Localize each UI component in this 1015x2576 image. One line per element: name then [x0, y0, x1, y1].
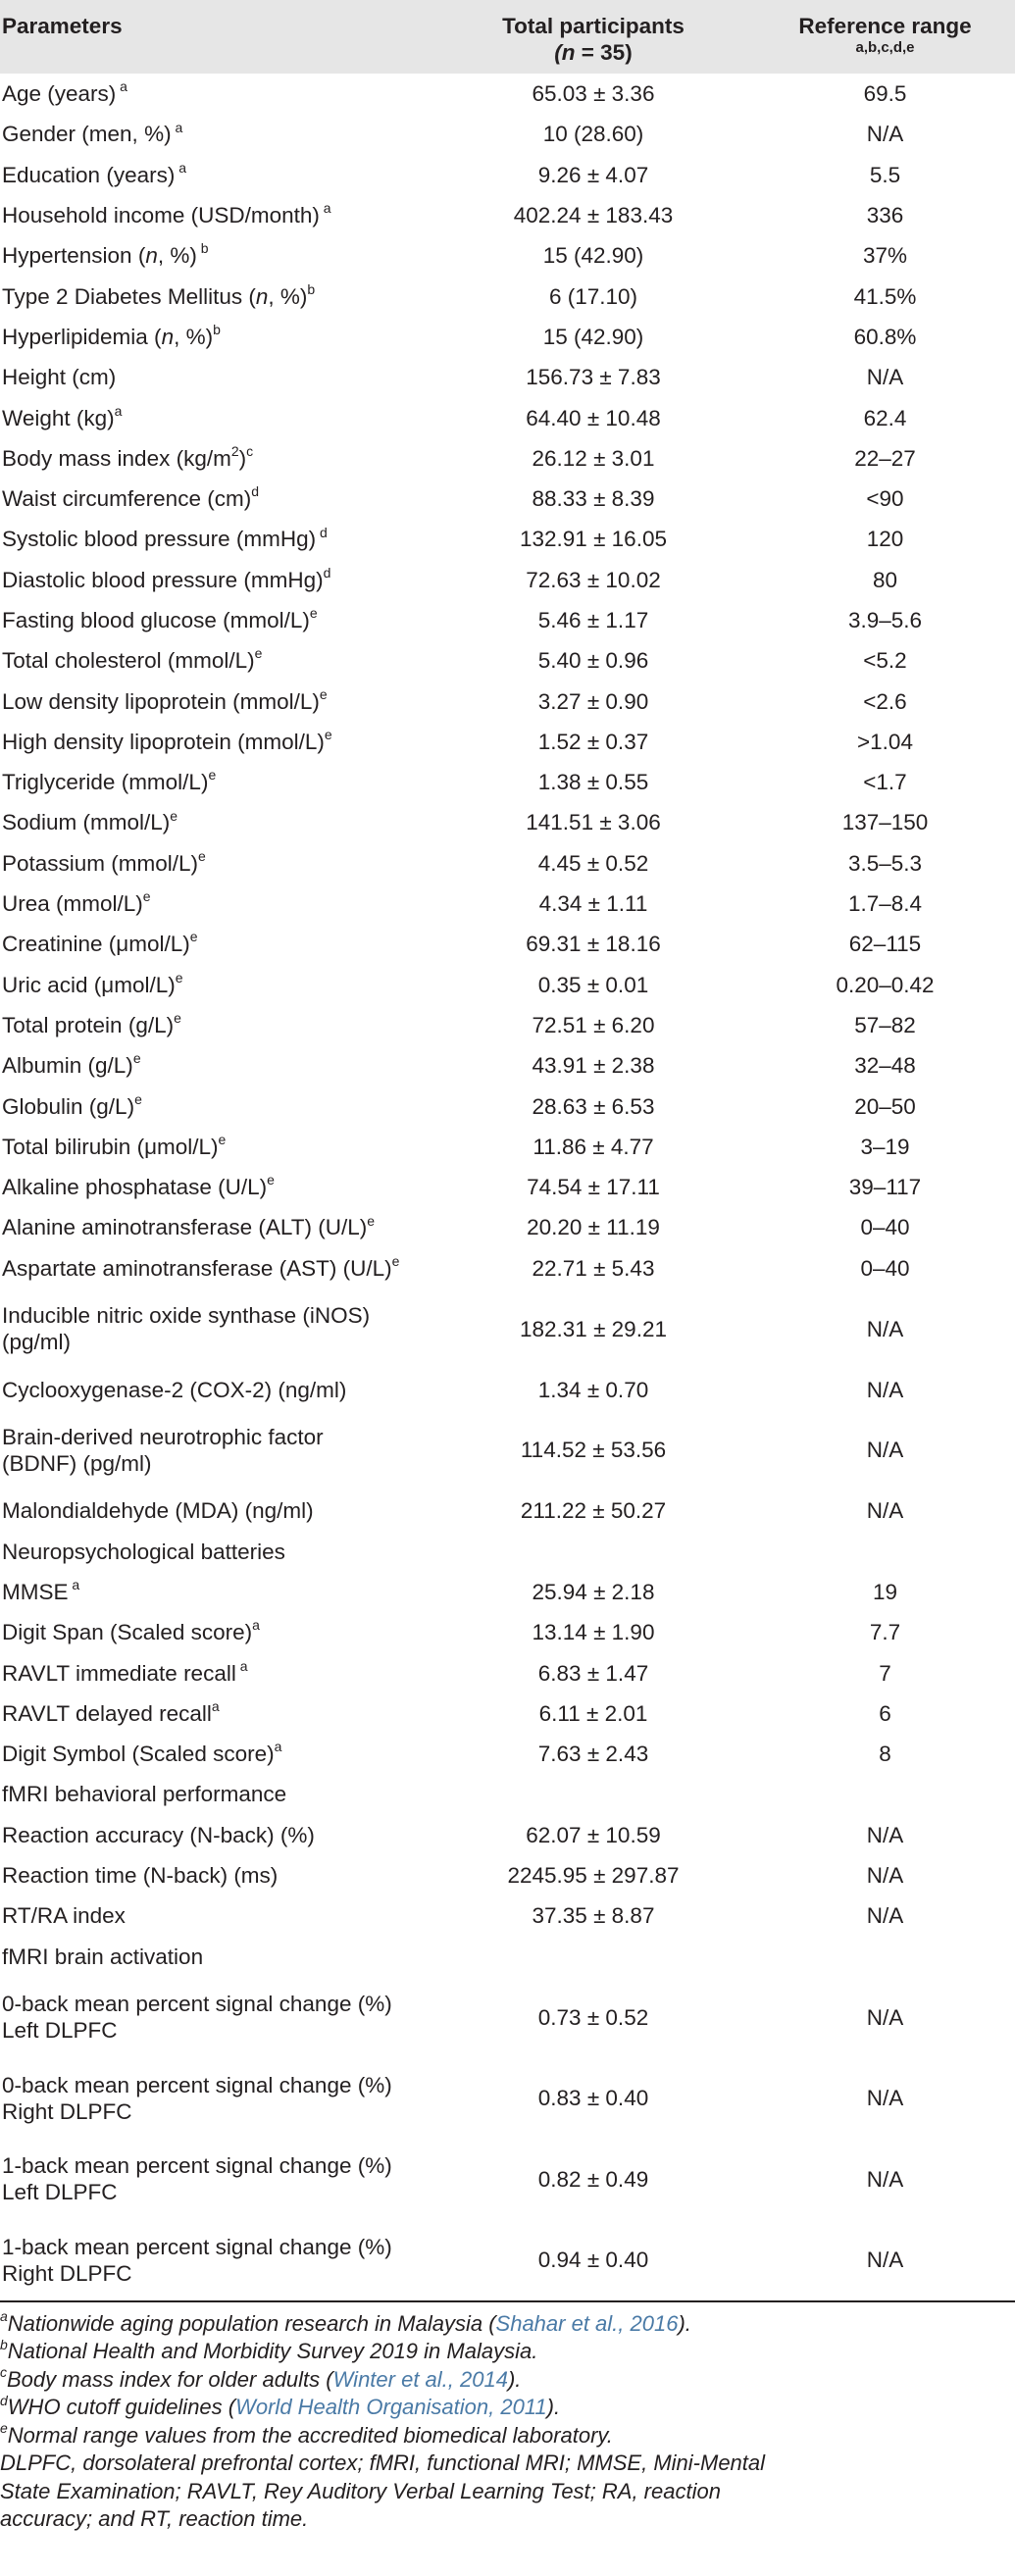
table-row	[0, 155, 1015, 195]
table-row	[0, 1490, 1015, 1531]
table-row	[0, 1288, 1015, 1370]
row-parameter: Gender (men, %) $^a$	[2, 119, 183, 147]
header-reference-range: Reference range a,b,c,d,e	[755, 0, 1015, 74]
table-body	[0, 74, 1015, 2300]
row-reference-range: 60.8%	[853, 324, 917, 349]
row-total-participants: 182.31 ± 29.21	[520, 1316, 667, 1341]
table-row	[0, 965, 1015, 1005]
table-row	[0, 1207, 1015, 1247]
row-total-participants: 0.35 ± 0.01	[537, 972, 649, 997]
row-total-participants: 20.20 ± 11.19	[527, 1215, 660, 1240]
row-total-participants: 9.26 ± 4.07	[537, 162, 649, 187]
table-row	[0, 519, 1015, 559]
row-total-participants: 11.86 ± 4.77	[533, 1134, 654, 1159]
header-total-participants: Total participants (n = 35)	[431, 0, 755, 74]
table-row	[0, 722, 1015, 762]
row-parameter: Low density lipoprotein (mmol/L)$^e$	[2, 685, 328, 714]
table-row	[0, 843, 1015, 884]
row-reference-range: 80	[872, 567, 898, 592]
row-parameter: Brain-derived neurotrophic factor (BDNF) (pg/ml)	[2, 1424, 324, 1476]
footnote-c: $^c$Body mass index for older adults (Winter et al., 2014).	[0, 2364, 522, 2392]
row-parameter: Waist circumference (cm)$^d$	[2, 483, 259, 512]
table-row	[0, 1369, 1015, 1409]
footnote-a: $^a$Nationwide aging population research in Malaysia (Shahar et al., 2016).	[0, 2308, 691, 2336]
table-row	[0, 357, 1015, 397]
abbreviations-line-3: accuracy; and RT, reaction time.	[0, 2506, 309, 2532]
table-row	[0, 924, 1015, 964]
table-row	[0, 74, 1015, 114]
row-parameter: Fasting blood glucose (mmol/L)$^e$	[2, 605, 318, 632]
table-row	[0, 195, 1015, 235]
row-total-participants: 2245.95 ± 297.87	[507, 1863, 680, 1889]
table-row	[0, 1612, 1015, 1652]
row-total-participants: 1.52 ± 0.37	[537, 729, 649, 754]
row-reference-range: 336	[866, 203, 904, 228]
row-total-participants: 3.27 ± 0.90	[537, 688, 649, 714]
row-total-participants: 0.83 ± 0.40	[537, 2086, 649, 2111]
row-total-participants: 26.12 ± 3.01	[532, 445, 655, 471]
row-parameter: Sodium (mmol/L)$^e$	[2, 807, 178, 835]
row-total-participants: 72.63 ± 10.02	[526, 567, 661, 592]
row-reference-range: 62–115	[848, 932, 922, 957]
abbreviations-line-2: State Examination; RAVLT, Rey Auditory Verbal Learning Test; RA, reaction	[0, 2478, 721, 2503]
row-reference-range: 19	[872, 1579, 898, 1604]
row-reference-range: 22–27	[854, 445, 916, 471]
header-reference-superscripts: a,b,c,d,e	[855, 39, 915, 56]
row-parameter: Total cholesterol (mmol/L)$^e$	[2, 645, 263, 674]
row-reference-range: 57–82	[854, 1012, 916, 1037]
table-row	[0, 1005, 1015, 1045]
row-total-participants: 1.38 ± 0.55	[537, 770, 649, 795]
row-parameter: MMSE $^a$	[2, 1577, 80, 1604]
table-row	[0, 2219, 1015, 2300]
row-total-participants: 0.73 ± 0.52	[537, 2004, 649, 2030]
table-header	[0, 0, 1015, 74]
row-reference-range: 39–117	[848, 1175, 922, 1200]
row-total-participants	[431, 1936, 755, 1976]
row-total-participants: 1.34 ± 0.70	[537, 1377, 649, 1402]
table-footnotes	[0, 2302, 1015, 2534]
footnote-b: $^b$National Health and Morbidity Survey 2019 in Malaysia.	[0, 2336, 538, 2364]
row-parameter: Digit Symbol (Scaled score)$^a$	[2, 1739, 282, 1767]
table-row	[0, 1734, 1015, 1774]
table-row	[0, 2057, 1015, 2139]
row-reference-range: 0.20–0.42	[836, 972, 935, 997]
row-parameter: Triglyceride (mmol/L)$^e$	[2, 767, 217, 795]
table-row	[0, 1248, 1015, 1288]
row-parameter: 1-back mean percent signal change (%) Right DLPFC	[2, 2234, 392, 2286]
table-row	[0, 560, 1015, 600]
row-reference-range: 0–40	[860, 1215, 910, 1240]
row-parameter: Total protein $(g/L)^e$	[2, 1010, 181, 1037]
table-row	[0, 1086, 1015, 1126]
row-reference-range: 7.7	[869, 1620, 901, 1645]
row-reference-range: 32–48	[854, 1053, 916, 1079]
row-parameter: Digit Span (Scaled score)$^a$	[2, 1617, 260, 1645]
table-row	[0, 681, 1015, 721]
row-reference-range: 137–150	[841, 810, 929, 835]
row-parameter: Alanine aminotransferase (ALT) $(U/L)^e$	[2, 1212, 376, 1240]
row-reference-range	[755, 1936, 1015, 1976]
row-parameter: Weight (kg)$^a$	[2, 402, 123, 430]
row-parameter: Hypertension (n, %) $^b$	[2, 240, 209, 269]
table-row	[0, 1652, 1015, 1692]
abbreviations-line-1: DLPFC, dorsolateral prefrontal cortex; fMRI, functional MRI; MMSE, Mini-Mental	[0, 2450, 766, 2476]
row-parameter: 1-back mean percent signal change (%) Left DLPFC	[2, 2153, 392, 2205]
row-reference-range: >1.04	[857, 729, 913, 754]
table-row	[0, 438, 1015, 479]
row-parameter: Age (years) $^a$	[2, 78, 127, 107]
table-row	[0, 1693, 1015, 1734]
row-reference-range: N/A	[866, 1377, 904, 1402]
row-parameter: RAVLT delayed recall$^a$	[2, 1697, 220, 1726]
table-row	[0, 640, 1015, 681]
row-reference-range: 41.5%	[853, 283, 917, 309]
row-parameter: Cyclooxygenase-2 (COX-2) (ng/ml)	[2, 1377, 347, 1402]
row-parameter: Hyperlipidemia (n, %)$^b$	[2, 322, 221, 349]
row-total-participants: 15 (42.90)	[542, 243, 644, 269]
table-row	[0, 600, 1015, 640]
row-total-participants: 7.63 ± 2.43	[537, 1742, 649, 1767]
table-row	[0, 1895, 1015, 1936]
row-parameter: fMRI brain activation	[2, 1944, 204, 1969]
row-total-participants: 15 (42.90)	[542, 324, 644, 349]
row-total-participants: 69.31 ± 18.16	[526, 932, 661, 957]
table-row	[0, 276, 1015, 316]
row-reference-range: N/A	[866, 2086, 904, 2111]
row-reference-range: 120	[866, 527, 904, 552]
row-parameter: Albumin $(g/L)^e$	[2, 1050, 141, 1079]
row-reference-range: <5.2	[863, 648, 907, 674]
row-parameter: Urea (mmol/L)$^e$	[2, 888, 151, 917]
footnote-d: $^d$WHO cutoff guidelines (World Health Organisation, 2011).	[0, 2392, 561, 2420]
table-row	[0, 114, 1015, 154]
row-total-participants: 132.91 ± 16.05	[520, 527, 667, 552]
header-parameters: Parameters	[2, 14, 123, 38]
row-reference-range: N/A	[866, 1822, 904, 1847]
footnote-c-citation-link[interactable]: Winter et al., 2014	[332, 2366, 508, 2392]
row-parameter: 0-back mean percent signal change (%) Right DLPFC	[2, 2072, 392, 2124]
row-parameter: Inducible nitric oxide synthase (iNOS) (pg/ml)	[2, 1303, 371, 1355]
row-reference-range: N/A	[866, 122, 904, 147]
footnote-d-citation-link[interactable]: World Health Organisation, 2011	[235, 2395, 547, 2420]
row-total-participants: 64.40 ± 10.48	[526, 405, 661, 430]
row-reference-range: N/A	[866, 2166, 904, 2192]
row-parameter: Diastolic blood pressure (mmHg)$^d$	[2, 564, 331, 592]
row-total-participants	[431, 1532, 755, 1572]
row-reference-range: N/A	[866, 1316, 904, 1341]
row-total-participants: 211.22 ± 50.27	[520, 1498, 667, 1524]
row-total-participants	[431, 1774, 755, 1814]
footnote-a-citation-link[interactable]: Shahar et al., 2016	[495, 2310, 679, 2336]
row-parameter: Systolic blood pressure (mmHg) $^d$	[2, 524, 328, 552]
row-reference-range: N/A	[866, 365, 904, 390]
row-reference-range: N/A	[866, 2248, 904, 2273]
row-parameter: Aspartate aminotransferase (AST) $(U/L)^e$	[2, 1252, 400, 1281]
row-total-participants: 141.51 ± 3.06	[526, 810, 661, 835]
row-total-participants: 4.34 ± 1.11	[538, 891, 648, 917]
row-parameter: fMRI behavioral performance	[2, 1782, 287, 1807]
row-reference-range: 5.5	[869, 162, 901, 187]
row-total-participants: 22.71 ± 5.43	[532, 1255, 655, 1281]
row-reference-range: <90	[866, 486, 904, 512]
row-total-participants: 156.73 ± 7.83	[526, 365, 661, 390]
table-row	[0, 1127, 1015, 1167]
row-parameter: Body mass index $(kg/m^2)^c$	[2, 442, 254, 471]
row-parameter: Neuropsychological batteries	[2, 1539, 285, 1564]
row-total-participants: 0.82 ± 0.49	[537, 2166, 649, 2192]
row-parameter: RAVLT immediate recall $^a$	[2, 1657, 248, 1686]
table-row	[0, 397, 1015, 437]
table-row	[0, 1532, 1015, 1572]
row-parameter: 0-back mean percent signal change (%) Left DLPFC	[2, 1992, 392, 2044]
row-reference-range: 7	[879, 1660, 891, 1686]
row-total-participants: 402.24 ± 183.43	[513, 203, 674, 228]
row-parameter: Education (years) $^a$	[2, 159, 187, 187]
table-row	[0, 1045, 1015, 1086]
table-row	[0, 1572, 1015, 1612]
row-reference-range: <1.7	[863, 770, 907, 795]
row-reference-range: N/A	[866, 2004, 904, 2030]
table-row	[0, 317, 1015, 357]
table-row	[0, 1774, 1015, 1814]
row-reference-range: 1.7–8.4	[847, 891, 923, 917]
table-row	[0, 1855, 1015, 1895]
row-reference-range: 3.9–5.6	[847, 608, 923, 632]
row-parameter: Globulin $(g/L)^e$	[2, 1090, 142, 1119]
table-row	[0, 884, 1015, 924]
row-total-participants: 72.51 ± 6.20	[532, 1012, 655, 1037]
row-parameter: Type 2 Diabetes Mellitus (n, %)$^b$	[2, 280, 316, 309]
row-parameter: RT/RA index	[2, 1903, 126, 1929]
row-total-participants: 74.54 ± 17.11	[527, 1175, 660, 1200]
table-row	[0, 1410, 1015, 1491]
row-reference-range	[755, 1532, 1015, 1572]
row-reference-range: 69.5	[863, 81, 907, 107]
row-reference-range: N/A	[866, 1903, 904, 1929]
row-total-participants: 43.91 ± 2.38	[532, 1053, 655, 1079]
row-total-participants: 114.52 ± 53.56	[520, 1438, 667, 1463]
row-parameter: Malondialdehyde (MDA) (ng/ml)	[2, 1498, 314, 1524]
table-row	[0, 1936, 1015, 1976]
header-n-count: (n = 35)	[554, 40, 633, 65]
table-row	[0, 1815, 1015, 1855]
row-reference-range: 8	[879, 1742, 891, 1767]
row-reference-range: 0–40	[860, 1255, 910, 1281]
row-parameter: High density lipoprotein (mmol/L)$^e$	[2, 727, 332, 754]
row-reference-range: 6	[879, 1700, 891, 1726]
table-row	[0, 762, 1015, 802]
table-row	[0, 2139, 1015, 2220]
row-total-participants: 65.03 ± 3.36	[532, 81, 655, 107]
row-total-participants: 62.07 ± 10.59	[526, 1822, 661, 1847]
table-row	[0, 235, 1015, 276]
row-parameter: Total bilirubin $(\mu mol/L)^e$	[2, 1131, 227, 1159]
row-reference-range: N/A	[866, 1438, 904, 1463]
table-row	[0, 1167, 1015, 1207]
row-reference-range: <2.6	[863, 688, 907, 714]
row-parameter: Household income (USD/month) $^a$	[2, 200, 331, 228]
row-reference-range: 3–19	[860, 1134, 910, 1159]
row-parameter: Creatinine $(\mu mol/L)^e$	[2, 929, 198, 957]
row-total-participants: 5.40 ± 0.96	[537, 648, 649, 674]
row-reference-range: 37%	[862, 243, 908, 269]
row-reference-range: 3.5–5.3	[847, 850, 923, 876]
table-row	[0, 479, 1015, 519]
row-parameter: Uric acid $(\mu mol/L)^e$	[2, 969, 183, 997]
row-total-participants: 6.11 ± 2.01	[538, 1700, 648, 1726]
table-row	[0, 1977, 1015, 2058]
row-total-participants: 5.46 ± 1.17	[537, 608, 649, 632]
row-reference-range: N/A	[866, 1863, 904, 1889]
table-row	[0, 802, 1015, 842]
row-total-participants: 6 (17.10)	[548, 283, 638, 309]
row-total-participants: 88.33 ± 8.39	[532, 486, 655, 512]
row-reference-range: 20–50	[854, 1093, 916, 1119]
row-reference-range: N/A	[866, 1498, 904, 1524]
row-total-participants: 25.94 ± 2.18	[532, 1579, 655, 1604]
row-total-participants: 37.35 ± 8.87	[532, 1903, 655, 1929]
row-parameter: Reaction time (N-back) (ms)	[2, 1863, 279, 1889]
row-total-participants: 13.14 ± 1.90	[532, 1620, 655, 1645]
row-parameter: Potassium (mmol/L)$^e$	[2, 847, 206, 876]
row-parameter: Height (cm)	[2, 365, 117, 390]
row-parameter: Alkaline phosphatase $(U/L)^e$	[2, 1172, 275, 1200]
row-parameter: Reaction accuracy (N-back) (%)	[2, 1822, 315, 1847]
row-total-participants: 0.94 ± 0.40	[537, 2248, 649, 2273]
footnote-e: $^e$Normal range values from the accredited biomedical laboratory.	[0, 2420, 613, 2448]
row-total-participants: 10 (28.60)	[542, 122, 644, 147]
row-reference-range	[755, 1774, 1015, 1814]
row-total-participants: 4.45 ± 0.52	[537, 850, 649, 876]
row-total-participants: 6.83 ± 1.47	[537, 1660, 649, 1686]
row-reference-range: 62.4	[863, 405, 907, 430]
row-total-participants: 28.63 ± 6.53	[532, 1093, 655, 1119]
